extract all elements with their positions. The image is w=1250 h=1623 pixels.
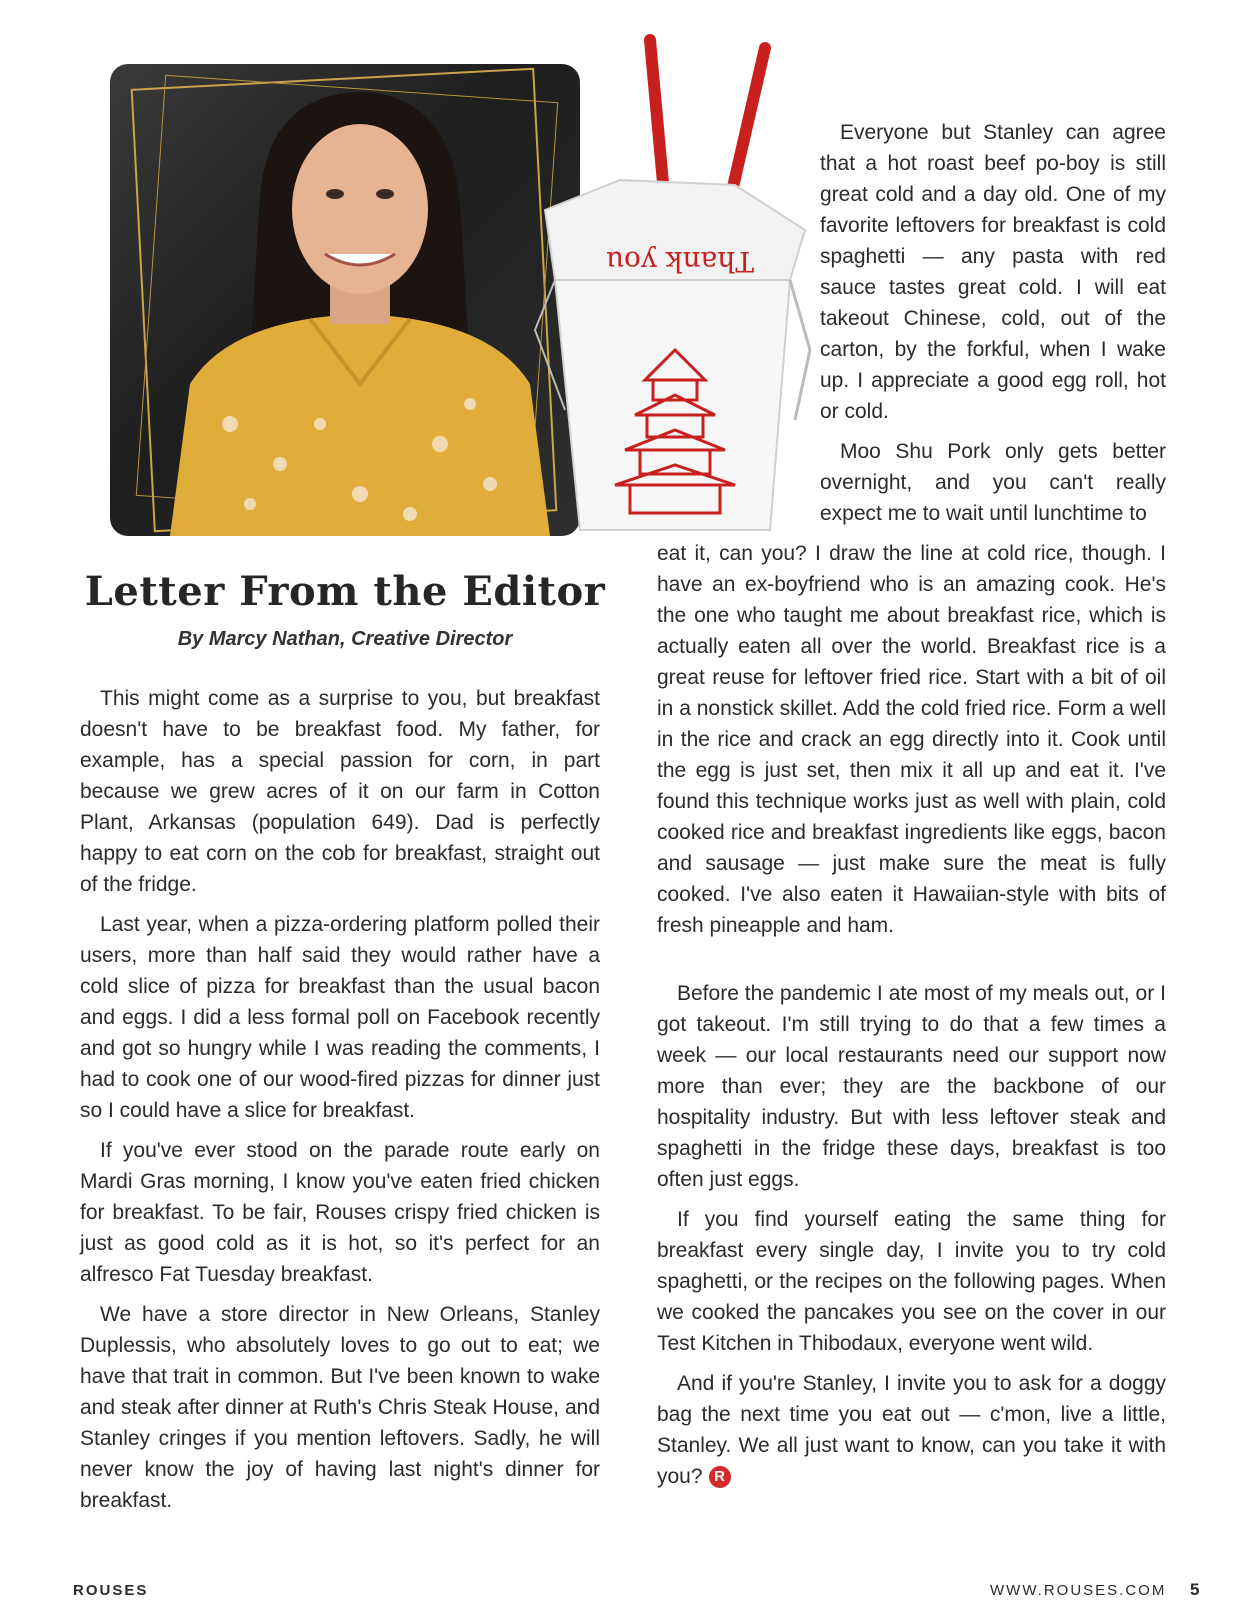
right-column-bottom — [657, 978, 1166, 1501]
paragraph: We have a store director in New Orleans, Stanley Duplessis, who absolutely loves to go out to eat; we have that trait in common. But I've been known to wake and steak after dinner at Ruth's Chris Steak House, and Stanley cringes if you mention leftovers. Sadly, he will never know the joy of having last night's dinner for breakfast. — [80, 1303, 600, 1512]
paragraph: Everyone but Stanley can agree that a hot roast beef po-boy is still great cold and a day old. One of my favorite leftovers for breakfast is cold spaghetti — any pasta with red sauce tastes great cold. I will eat takeout Chinese, cold, out of the carton, by the forkful, when I wake up. I appreciate a good egg roll, hot or cold. — [820, 121, 1166, 423]
paragraph: Moo Shu Pork only gets better overnight, and you can't really expect me to wait until lunchtime to — [820, 440, 1166, 525]
paragraph-final — [657, 1368, 1166, 1492]
right-column-top — [820, 117, 1166, 538]
takeout-carton-illustration — [525, 30, 835, 550]
right-column-middle — [657, 538, 1166, 950]
footer-brand: ROUSES — [73, 1582, 149, 1599]
article-byline: By Marcy Nathan, Creative Director — [177, 628, 513, 650]
paragraph: If you've ever stood on the parade route early on Mardi Gras morning, I know you've eaten fried chicken for breakfast. To be fair, Rouses crispy fried chicken is just as good cold as it is hot, so it's perfect for an alfresco Fat Tuesday breakfast. — [80, 1139, 600, 1286]
paragraph: Before the pandemic I ate most of my meals out, or I got takeout. I'm still trying to do that a few times a week — our local restaurants need our support now more than ever; they are the backbone of our hospitality industry. But with less leftover steak and spaghetti in the fridge these days, breakfast is too often just eggs. — [657, 982, 1166, 1191]
paragraph: This might come as a surprise to you, but breakfast doesn't have to be breakfast food. My father, for example, has a special passion for corn, in part because we grew acres of it on our farm in Cotton Plant, Arkansas (population 649). Dad is perfectly happy to eat corn on the cob for breakfast, straight out of the fridge. — [80, 687, 600, 896]
editor-portrait — [110, 64, 580, 536]
paragraph: If you find yourself eating the same thing for breakfast every single day, I invite you to try cold spaghetti, or the recipes on the following pages. When we cooked the pancakes you see on the cover in our Test Kitchen in Thibodaux, everyone went wild. — [657, 1208, 1166, 1355]
footer-url[interactable]: WWW.ROUSES.COM — [990, 1582, 1167, 1599]
article-title: Letter From the Editor — [84, 568, 606, 615]
editor-photo — [110, 64, 580, 536]
left-column — [80, 683, 600, 1525]
page-number: 5 — [1190, 1580, 1200, 1599]
carton-label: Thank you — [605, 245, 755, 278]
rouses-end-mark-icon: R — [709, 1466, 731, 1488]
paragraph-text: And if you're Stanley, I invite you to ask for a doggy bag the next time you eat out — c'mon, live a little, Stanley. We all just want to know, can you take it with you? — [657, 1372, 1166, 1488]
paragraph: Last year, when a pizza-ordering platform polled their users, more than half said they would rather have a cold slice of pizza for breakfast than the usual bacon and eggs. I did a less formal poll on Facebook recently and got so hungry while I was reading the comments, I had to cook one of our wood-fired pizzas for dinner just so I could have a slice for breakfast. — [80, 913, 600, 1122]
paragraph: eat it, can you? I draw the line at cold rice, though. I have an ex-boyfriend who is an amazing cook. He's the one who taught me about breakfast rice, which is actually eaten all over the world. Breakfast rice is a great reuse for leftover fried rice. Start with a bit of oil in a nonstick skillet. Add the cold fried rice. Form a well in the rice and crack an egg directly into it. Cook until the egg is just set, then mix it all up and eat it. I've found this technique works just as well with plain, cold cooked rice and breakfast ingredients like eggs, bacon and sausage — just make sure the meat is fully cooked. I've also eaten it Hawaiian-style with bits of fresh pineapple and ham. — [657, 542, 1166, 937]
